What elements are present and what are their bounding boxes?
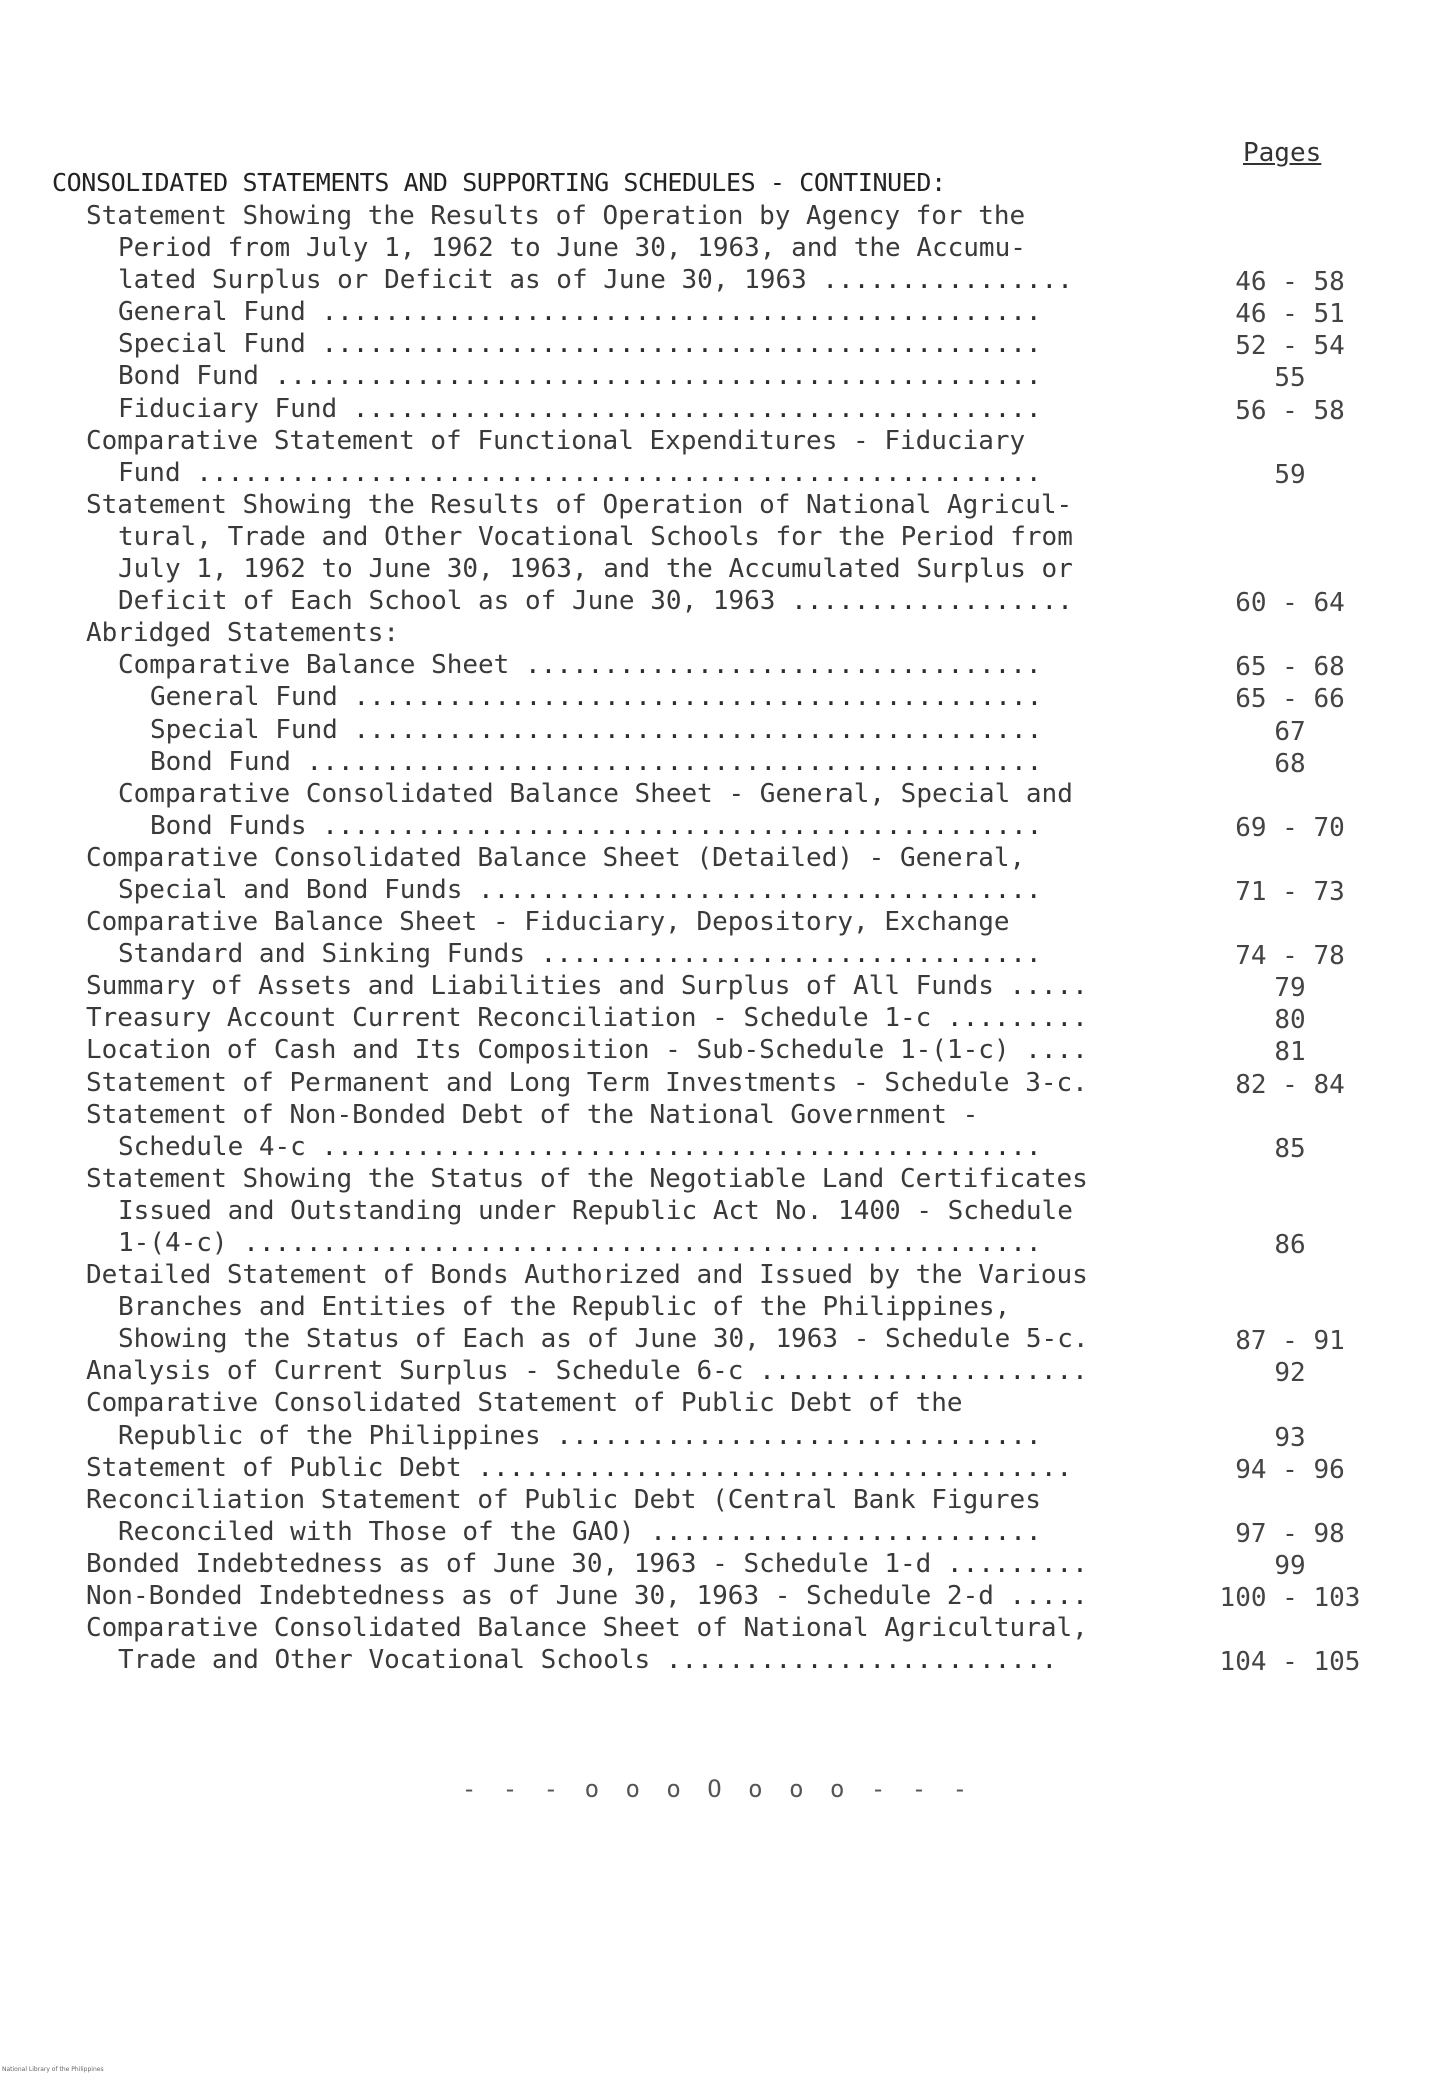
- toc-entry-title: Bond Fund: [118, 361, 259, 392]
- toc-entry-text: [118, 585, 1073, 617]
- toc-entry-title: Abridged Statements:: [86, 618, 400, 649]
- toc-entry-text: [86, 1387, 963, 1419]
- toc-entry-text: [86, 1612, 1088, 1644]
- toc-entry-text: [118, 1131, 1042, 1163]
- toc-entry: [0, 1355, 1435, 1387]
- dot-leader: .........................: [650, 1645, 1058, 1676]
- dot-leader: .....................: [743, 1356, 1088, 1387]
- toc-entry-text: [118, 393, 1042, 425]
- toc-entry-title: Branches and Entities of the Republic of the Philippines,: [118, 1292, 1011, 1323]
- toc-entry: [0, 1291, 1435, 1323]
- toc-entry-title: Statement Showing the Results of Operation by Agency for the: [86, 201, 1026, 231]
- toc-entry-text: [86, 1355, 1088, 1387]
- toc-entry: [0, 585, 1435, 617]
- toc-entry: [0, 489, 1435, 521]
- toc-entry-text: [86, 489, 1072, 521]
- toc-entry: [0, 1195, 1435, 1227]
- toc-entry-title: Period from July 1, 1962 to June 30, 1963, and the Accumu-: [118, 233, 1026, 264]
- toc-entry-text: [86, 1002, 1088, 1034]
- toc-entry-pages: 59: [1274, 459, 1306, 490]
- toc-entry-title: Bonded Indebtedness as of June 30, 1963 - Schedule 1-d: [86, 1548, 932, 1579]
- toc-entry-pages: 80: [1274, 1005, 1306, 1036]
- toc-entry-text: [118, 232, 1026, 264]
- toc-entry: [0, 393, 1435, 425]
- toc-entry-title: Statement of Public Debt: [86, 1452, 462, 1483]
- toc-entry-text: [118, 778, 1073, 810]
- toc-entry-title: Reconciliation Statement of Public Debt (Central Bank Figures: [86, 1484, 1041, 1515]
- toc-entry-title: General Fund: [118, 297, 306, 328]
- toc-entry: [0, 1002, 1435, 1034]
- toc-entry: [0, 1580, 1435, 1612]
- dot-leader: .........................: [634, 1516, 1042, 1547]
- toc-entry-pages: 55: [1274, 363, 1306, 394]
- toc-entry: [0, 874, 1435, 906]
- toc-entry-text: [86, 1548, 1088, 1580]
- toc-entry-title: Comparative Statement of Functional Expenditures - Fiduciary: [86, 425, 1026, 456]
- toc-entry: [0, 746, 1435, 778]
- toc-entry-text: [118, 1291, 1010, 1323]
- toc-entry-text: [118, 360, 1042, 392]
- toc-entry: [0, 360, 1435, 392]
- toc-entry-text: [118, 553, 1073, 585]
- toc-entry: [0, 1259, 1435, 1291]
- toc-entry-pages: 87 - 91: [1235, 1326, 1345, 1357]
- dot-leader: ............................................: [337, 393, 1042, 424]
- toc-entry-title: Trade and Other Vocational Schools: [118, 1645, 651, 1676]
- toc-entry-title: Statement of Permanent and Long Term Investments - Schedule 3-c.: [86, 1067, 1088, 1098]
- toc-entry-text: [86, 200, 1025, 232]
- toc-entry-text: [86, 906, 1010, 938]
- toc-entry-text: [86, 1580, 1088, 1612]
- toc-entry-title: Statement Showing the Status of the Negotiable Land Certificates: [86, 1163, 1088, 1194]
- toc-entry-title: Treasury Account Current Reconciliation - Schedule 1-c: [86, 1003, 932, 1034]
- toc-entry: [0, 1387, 1435, 1419]
- toc-entry: [0, 1612, 1435, 1644]
- toc-entry-text: [86, 970, 1088, 1002]
- toc-entry-text: [86, 1163, 1088, 1195]
- toc-entry-title: 1-(4-c): [118, 1228, 228, 1258]
- dot-leader: ......................................................: [180, 457, 1042, 488]
- toc-entry: [0, 1227, 1435, 1259]
- toc-entry-title: Statement Showing the Results of Operation of National Agricul-: [86, 489, 1073, 520]
- toc-entry-text: [118, 649, 1042, 681]
- dot-leader: .....: [993, 1581, 1088, 1612]
- section-heading: CONSOLIDATED STATEMENTS AND SUPPORTING SCHEDULES - CONTINUED:: [52, 168, 946, 197]
- toc-entry-title: Schedule 4-c: [118, 1131, 306, 1162]
- toc-entry-text: [118, 457, 1042, 489]
- toc-entry-text: [118, 1516, 1042, 1548]
- toc-entry-title: Republic of the Philippines: [118, 1420, 541, 1451]
- toc-entry-pages: 99: [1274, 1550, 1306, 1581]
- toc-entry-title: Fund: [118, 457, 181, 488]
- toc-entry: [0, 1034, 1435, 1066]
- dot-leader: ....: [1009, 1035, 1088, 1066]
- toc-entry-title: Comparative Consolidated Balance Sheet - General, Special and: [118, 778, 1073, 809]
- toc-entry-title: Fiduciary Fund: [118, 393, 338, 424]
- toc-entry-title: Bond Fund: [150, 746, 291, 777]
- toc-entry: [0, 1516, 1435, 1548]
- toc-entry-title: Showing the Status of Each as of June 30, 1963 - Schedule 5-c.: [118, 1324, 1089, 1355]
- toc-entry-title: Special Fund: [150, 714, 338, 745]
- toc-entry-pages: 93: [1274, 1422, 1306, 1453]
- toc-entry-pages: 60 - 64: [1235, 588, 1345, 619]
- table-of-contents: [0, 200, 1435, 1676]
- toc-entry-title: Statement of Non-Bonded Debt of the National Government -: [86, 1099, 979, 1130]
- toc-entry: [0, 1323, 1435, 1355]
- toc-entry: [0, 264, 1435, 296]
- dot-leader: ..............................................: [305, 297, 1042, 328]
- toc-entry: [0, 617, 1435, 649]
- toc-entry: [0, 1644, 1435, 1676]
- toc-entry: [0, 1548, 1435, 1580]
- toc-entry: [0, 1163, 1435, 1195]
- toc-entry-pages: 104 - 105: [1219, 1647, 1361, 1678]
- footer-ornament: - - - o o o O o o o - - -: [461, 1775, 974, 1803]
- toc-entry-text: [86, 617, 399, 649]
- toc-entry: [0, 1452, 1435, 1484]
- toc-entry-title: Special Fund: [118, 329, 306, 360]
- toc-entry: [0, 906, 1435, 938]
- dot-leader: ............................................: [337, 714, 1043, 745]
- dot-leader: ......................................: [461, 1452, 1073, 1483]
- toc-entry-pages: 79: [1274, 973, 1306, 1004]
- dot-leader: .........: [931, 1548, 1088, 1579]
- dot-leader: ............................................: [337, 682, 1043, 713]
- archive-stamp: National Library of the Philippines: [2, 2066, 104, 2073]
- toc-entry-title: July 1, 1962 to June 30, 1963, and the Accumulated Surplus or: [118, 554, 1073, 585]
- toc-entry: [0, 1099, 1435, 1131]
- toc-entry-text: [118, 1420, 1042, 1452]
- toc-entry-text: [86, 1034, 1088, 1066]
- toc-entry-text: [150, 810, 1042, 842]
- toc-entry: [0, 232, 1435, 264]
- dot-leader: .....: [993, 971, 1088, 1002]
- toc-entry-pages: 69 - 70: [1235, 812, 1345, 843]
- toc-entry-text: [118, 1195, 1073, 1227]
- dot-leader: ....................................: [462, 874, 1042, 905]
- toc-entry: [0, 810, 1435, 842]
- toc-entry-pages: 46 - 51: [1235, 299, 1345, 330]
- toc-entry-title: Deficit of Each School as of June 30, 1963: [118, 586, 776, 617]
- dot-leader: ...............................: [540, 1420, 1042, 1451]
- toc-entry-text: [118, 938, 1042, 970]
- toc-entry-text: [86, 1484, 1041, 1516]
- toc-entry-text: [118, 1644, 1057, 1676]
- toc-entry-title: Summary of Assets and Liabilities and Surplus of All Funds: [86, 971, 994, 1002]
- toc-entry: [0, 1131, 1435, 1163]
- toc-entry-text: [150, 714, 1042, 746]
- toc-entry-pages: 65 - 66: [1235, 684, 1345, 715]
- toc-entry: [0, 457, 1435, 489]
- dot-leader: ...................................................: [227, 1228, 1042, 1258]
- toc-entry-title: Analysis of Current Surplus - Schedule 6-c: [86, 1356, 744, 1387]
- toc-entry-text: [86, 1259, 1088, 1291]
- toc-entry-text: [118, 328, 1042, 360]
- toc-entry-pages: 97 - 98: [1235, 1518, 1345, 1549]
- toc-entry-title: tural, Trade and Other Vocational Schools for the Period from: [118, 521, 1073, 552]
- toc-entry-text: [150, 746, 1042, 778]
- toc-entry-pages: 67: [1274, 716, 1306, 747]
- toc-entry-title: Comparative Consolidated Balance Sheet (Detailed) - General,: [86, 842, 1026, 873]
- toc-entry: [0, 200, 1435, 232]
- toc-entry-pages: 56 - 58: [1235, 395, 1345, 426]
- dot-leader: ..................: [775, 586, 1073, 617]
- toc-entry-title: lated Surplus or Deficit as of June 30, 1963: [118, 265, 807, 296]
- toc-entry-title: Detailed Statement of Bonds Authorized and Issued by the Various: [86, 1260, 1088, 1291]
- toc-entry: [0, 842, 1435, 874]
- toc-entry: [0, 296, 1435, 328]
- dot-leader: .........: [931, 1003, 1088, 1034]
- toc-entry-pages: 100 - 103: [1219, 1583, 1361, 1614]
- toc-entry-pages: 82 - 84: [1235, 1069, 1345, 1100]
- dot-leader: ...............................................: [290, 746, 1043, 777]
- toc-entry-pages: 86: [1274, 1230, 1306, 1260]
- toc-entry-pages: 65 - 68: [1235, 652, 1345, 683]
- toc-entry-title: Issued and Outstanding under Republic Act No. 1400 - Schedule: [118, 1195, 1073, 1226]
- dot-leader: ................................: [525, 939, 1042, 970]
- toc-entry: [0, 681, 1435, 713]
- toc-entry-text: [118, 296, 1042, 328]
- toc-entry: [0, 1067, 1435, 1099]
- toc-entry-title: General Fund: [150, 682, 338, 713]
- toc-entry: [0, 938, 1435, 970]
- toc-entry: [0, 425, 1435, 457]
- toc-entry-pages: 71 - 73: [1235, 876, 1345, 907]
- toc-entry-text: [150, 681, 1042, 713]
- toc-entry-title: Reconciled with Those of the GAO): [118, 1516, 635, 1547]
- toc-entry-text: [118, 521, 1073, 553]
- dot-leader: ..............................................: [306, 810, 1043, 841]
- dot-leader: ..............................................: [305, 1131, 1042, 1162]
- toc-entry-title: Comparative Balance Sheet - Fiduciary, Depository, Exchange: [86, 907, 1010, 938]
- toc-entry: [0, 970, 1435, 1002]
- dot-leader: ..............................................: [305, 329, 1042, 360]
- toc-entry-title: Standard and Sinking Funds: [118, 939, 525, 970]
- toc-entry-pages: 46 - 58: [1235, 267, 1345, 298]
- toc-entry-title: Comparative Balance Sheet: [118, 650, 510, 681]
- toc-entry-text: [86, 425, 1025, 457]
- toc-entry-text: [86, 1452, 1072, 1484]
- toc-entry: [0, 778, 1435, 810]
- toc-entry-text: [118, 874, 1042, 906]
- dot-leader: .................................................: [258, 361, 1042, 392]
- toc-entry: [0, 649, 1435, 681]
- toc-entry-pages: 94 - 96: [1235, 1454, 1345, 1485]
- toc-entry-text: [86, 1067, 1088, 1099]
- toc-entry-text: [118, 264, 1073, 296]
- toc-entry: [0, 1420, 1435, 1452]
- toc-entry-title: Comparative Consolidated Balance Sheet of National Agricultural,: [86, 1613, 1088, 1644]
- pages-column-header: Pages: [1243, 138, 1322, 168]
- toc-entry-pages: 68: [1274, 748, 1306, 779]
- toc-entry: [0, 553, 1435, 585]
- toc-entry-title: Non-Bonded Indebtedness as of June 30, 1963 - Schedule 2-d: [86, 1581, 994, 1612]
- toc-entry: [0, 714, 1435, 746]
- toc-entry-text: [86, 1099, 978, 1131]
- toc-entry-pages: 81: [1274, 1037, 1306, 1068]
- toc-entry-title: Bond Funds: [150, 810, 307, 841]
- toc-entry-pages: 74 - 78: [1235, 941, 1345, 972]
- toc-entry-pages: 52 - 54: [1235, 331, 1345, 362]
- toc-entry-text: [86, 842, 1025, 874]
- toc-entry-title: Location of Cash and Its Composition - Sub-Schedule 1-(1-c): [86, 1035, 1010, 1066]
- toc-entry-title: Comparative Consolidated Statement of Public Debt of the: [86, 1388, 963, 1419]
- toc-entry: [0, 328, 1435, 360]
- toc-entry-pages: 85: [1274, 1133, 1306, 1164]
- toc-entry: [0, 1484, 1435, 1516]
- toc-entry: [0, 521, 1435, 553]
- toc-entry-text: [118, 1323, 1089, 1355]
- toc-entry-pages: 92: [1274, 1358, 1306, 1389]
- toc-entry-text: [118, 1227, 1042, 1259]
- dot-leader: ................: [806, 265, 1073, 296]
- dot-leader: .................................: [509, 650, 1042, 681]
- toc-entry-title: Special and Bond Funds: [118, 874, 463, 905]
